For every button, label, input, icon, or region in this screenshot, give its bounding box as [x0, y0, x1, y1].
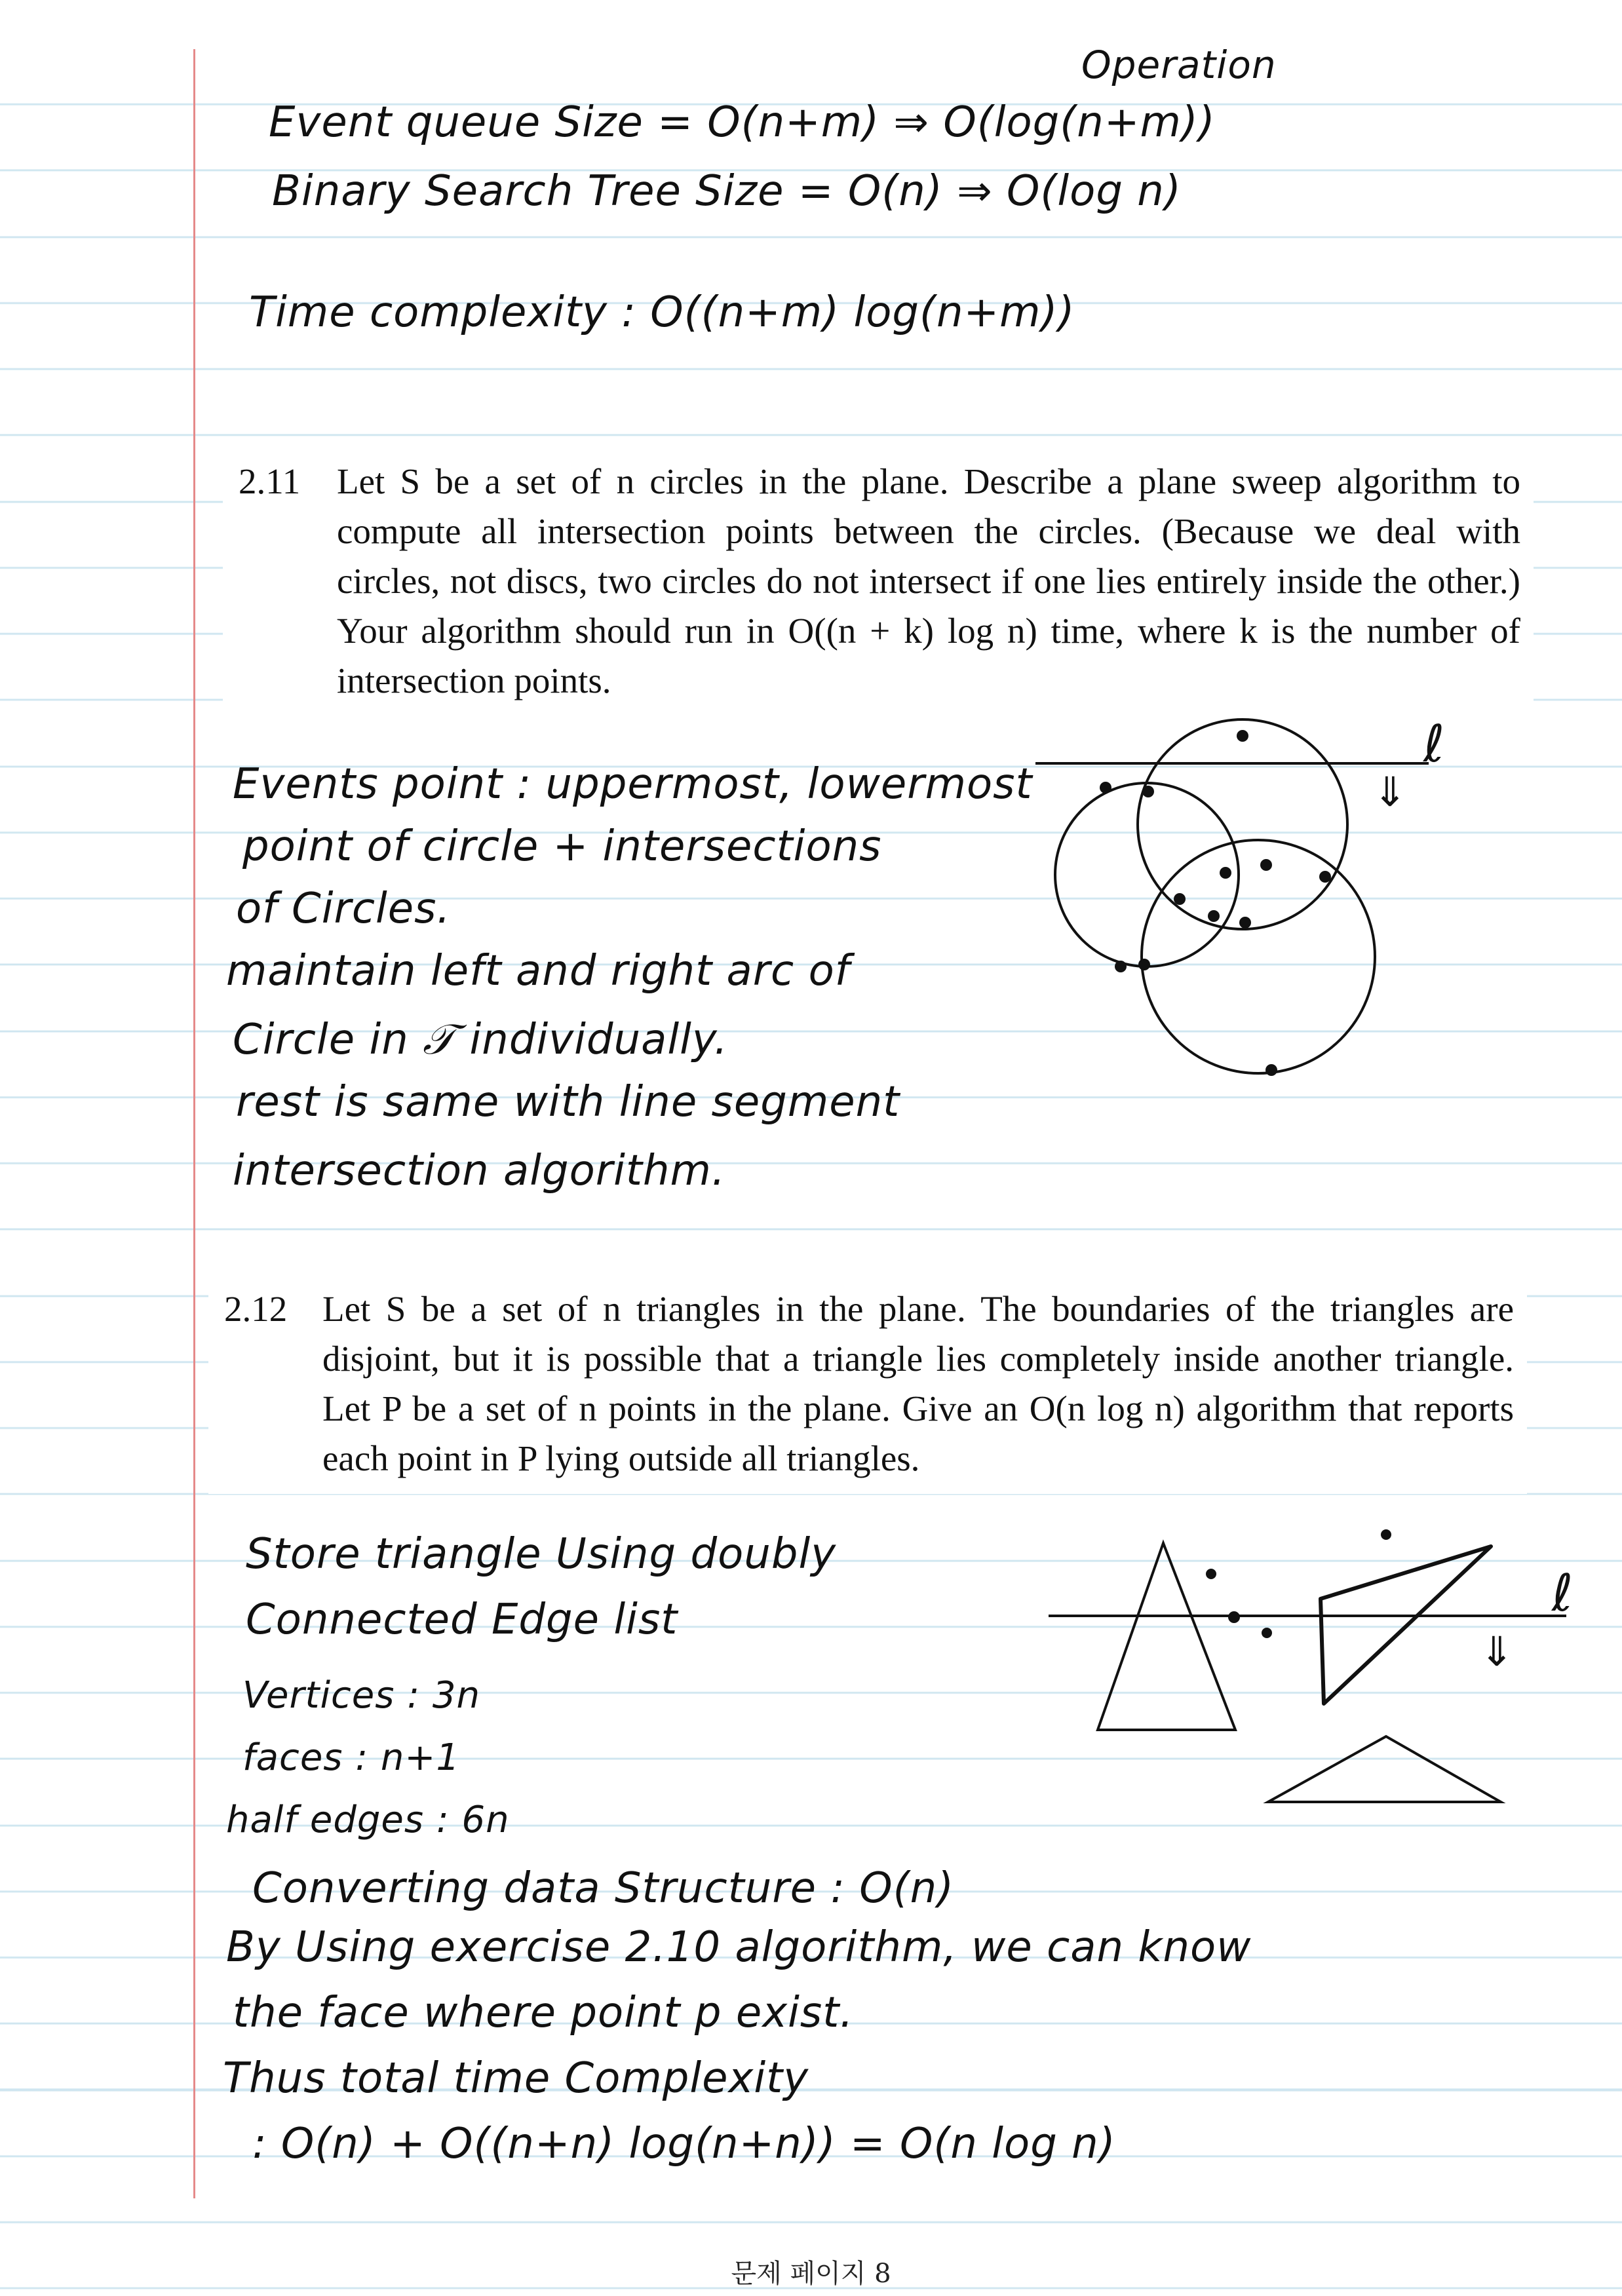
solution-line: By Using exercise 2.10 algorithm, we can know: [226, 1923, 1252, 1972]
solution-line: Vertices : 3n: [242, 1674, 481, 1717]
event-point: [1319, 871, 1331, 883]
triangles-sketch: [1042, 1520, 1619, 1815]
solution-line: point of circle + intersections: [242, 822, 882, 871]
solution-line: of Circles.: [236, 885, 451, 933]
query-point: [1381, 1529, 1391, 1540]
time-complexity-line: Time complexity : O((n+m) log(n+m)): [249, 288, 1075, 337]
solution-line: rest is same with line segment: [236, 1078, 900, 1126]
query-point: [1262, 1628, 1272, 1638]
triangle-bottom: [1268, 1736, 1501, 1802]
solution-line: Converting data Structure : O(n): [252, 1864, 955, 1913]
event-point: [1142, 786, 1154, 797]
event-point: [1100, 782, 1111, 794]
circles-sketch: [1022, 714, 1481, 1094]
problem-2-12: [208, 1276, 1527, 1494]
event-point: [1260, 859, 1272, 871]
event-point: [1220, 867, 1231, 879]
event-point: [1265, 1064, 1277, 1076]
event-point: [1115, 961, 1127, 972]
event-point: [1239, 917, 1251, 928]
circle-bottom: [1142, 840, 1375, 1073]
event-point: [1208, 910, 1220, 922]
query-point: [1228, 1611, 1240, 1623]
bst-line: Binary Search Tree Size = O(n) ⇒ O(log n): [272, 167, 1182, 216]
solution-line: intersection algorithm.: [233, 1147, 726, 1195]
problem-2-11: [223, 449, 1534, 716]
problem-text: Let S be a set of n circles in the plane. Describe a plane sweep algorithm to compute all intersection points between the circles. (Because we deal with circles, not discs, two circles do not intersect if one lies entirely inside the other.) Your algorithm should run in O((n + k) log n) time, where k is the number of intersection points.: [337, 461, 1520, 700]
down-arrow-icon: ⇓: [1480, 1628, 1514, 1675]
solution-line: the face where point p exist.: [233, 1989, 854, 2037]
solution-line: Events point : uppermost, lowermost: [233, 760, 1033, 809]
event-point: [1138, 959, 1150, 970]
down-arrow-icon: ⇓: [1373, 768, 1407, 816]
solution-line: Connected Edge list: [246, 1596, 678, 1644]
triangle-right: [1321, 1546, 1491, 1704]
sweep-label: ℓ: [1423, 715, 1445, 774]
event-point: [1174, 893, 1186, 905]
solution-line: Thus total time Complexity: [223, 2054, 809, 2103]
event-points: [1100, 730, 1331, 1076]
problem-text: Let S be a set of n triangles in the plane. The boundaries of the triangles are disjoint, but it is possible that a triangle lies completely inside another triangle. Let P be a set of n points in the plane. Give an O(n log n) algorithm that reports each point in P lying outside all triangles.: [322, 1289, 1514, 1478]
problem-number: 2.12: [224, 1289, 288, 1329]
solution-line: maintain left and right arc of: [226, 947, 851, 995]
page-footer: 문제 페이지 8: [731, 2259, 891, 2289]
solution-line: faces : n+1: [242, 1736, 460, 1779]
solution-line: Store triangle Using doubly: [246, 1530, 837, 1578]
operation-label: Operation: [1081, 43, 1277, 87]
event-queue-line: Event queue Size = O(n+m) ⇒ O(log(n+m)): [269, 98, 1216, 147]
circle-top: [1138, 719, 1347, 929]
query-point: [1206, 1569, 1216, 1579]
solution-line: Circle in 𝒯 individually.: [233, 1016, 729, 1064]
sweep-label: ℓ: [1552, 1564, 1574, 1623]
event-point: [1237, 730, 1248, 742]
problem-number: 2.11: [239, 461, 301, 501]
margin-line: [193, 49, 195, 2198]
circle-left: [1055, 783, 1239, 966]
solution-line: : O(n) + O((n+n) log(n+n)) = O(n log n): [252, 2120, 1116, 2168]
solution-line: half edges : 6n: [226, 1799, 510, 1841]
